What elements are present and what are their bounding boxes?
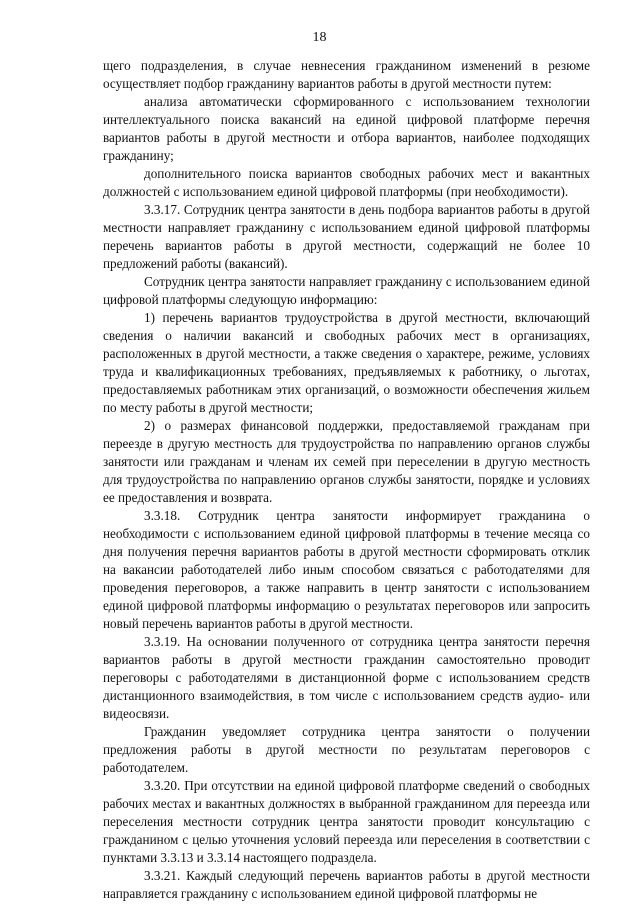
paragraph: Сотрудник центра занятости направляет гражданину с использованием единой цифровой платформы следующую информацию: <box>103 274 590 307</box>
paragraph: дополнительного поиска вариантов свободных рабочих мест и вакантных должностей с использованием единой цифровой платформы (при необходимости). <box>103 166 590 199</box>
list-item: 2) о размерах финансовой поддержки, предоставляемой гражданам при переезде в другую местность для трудоустройства по направлению органов службы занятости или гражданам и членам их семей при переселении в другую местность для трудоустройства по направлению органов службы занятости, порядке и условиях ее предоставления и возврата. <box>103 418 590 505</box>
paragraph: 3.3.18. Сотрудник центра занятости информирует гражданина о необходимости с использованием единой цифровой платформы в течение месяца со дня получения перечня вариантов работы в другой местности сформировать отклик на вакансии работодателей либо иным способом связаться с работодателями для проведения переговоров, а также направить в центр занятости с использованием единой цифровой платформы информацию о результатах переговоров или запросить новый перечень вариантов работы в другой местности. <box>103 508 590 631</box>
paragraph: Гражданин уведомляет сотрудника центра занятости о получении предложения работы в другой местности по результатам переговоров с работодателем. <box>103 724 590 775</box>
paragraph: 3.3.21. Каждый следующий перечень вариантов работы в другой местности направляется гражданину с использованием единой цифровой платформы не <box>103 868 590 901</box>
document-body <box>103 57 590 903</box>
paragraph: 3.3.17. Сотрудник центра занятости в день подбора вариантов работы в другой местности направляет гражданину с использованием единой цифровой платформы перечень вариантов работы в другой местности, содержащий не более 10 предложений работы (вакансий). <box>103 202 590 271</box>
paragraph: 3.3.20. При отсутствии на единой цифровой платформе сведений о свободных рабочих местах и вакантных должностях в выбранной гражданином для переезда или переселения местности сотрудник центра занятости проводит консультацию с гражданином с целью уточнения условий переезда или переселения в соответствии с пунктами 3.3.13 и 3.3.14 настоящего подраздела. <box>103 778 590 865</box>
paragraph: 3.3.19. На основании полученного от сотрудника центра занятости перечня вариантов работы в другой местности гражданин самостоятельно проводит переговоры с работодателями в дистанционной форме с использованием средств дистанционного взаимодействия, в том числе с использованием средств аудио- или видеосвязи. <box>103 634 590 721</box>
paragraph: щего подразделения, в случае невнесения гражданином изменений в резюме осуществляет подбор гражданину вариантов работы в другой местности путем: <box>103 58 590 91</box>
list-item: 1) перечень вариантов трудоустройства в другой местности, включающий сведения о наличии вакансий и свободных рабочих мест в организациях, расположенных в другой местности, а также сведения о характере, режиме, условиях труда и квалификационных требованиях, предъявляемых к работнику, о льготах, предоставляемых работникам этих организаций, о возможности обеспечения жильем по месту работы в другой местности; <box>103 310 590 415</box>
page-number: 18 <box>312 30 327 45</box>
paragraph: анализа автоматически сформированного с использованием технологии интеллектуального поиска вакансий на единой цифровой платформе перечня вариантов работы в другой местности и отбора вариантов, наиболее подходящих гражданину; <box>103 94 590 163</box>
